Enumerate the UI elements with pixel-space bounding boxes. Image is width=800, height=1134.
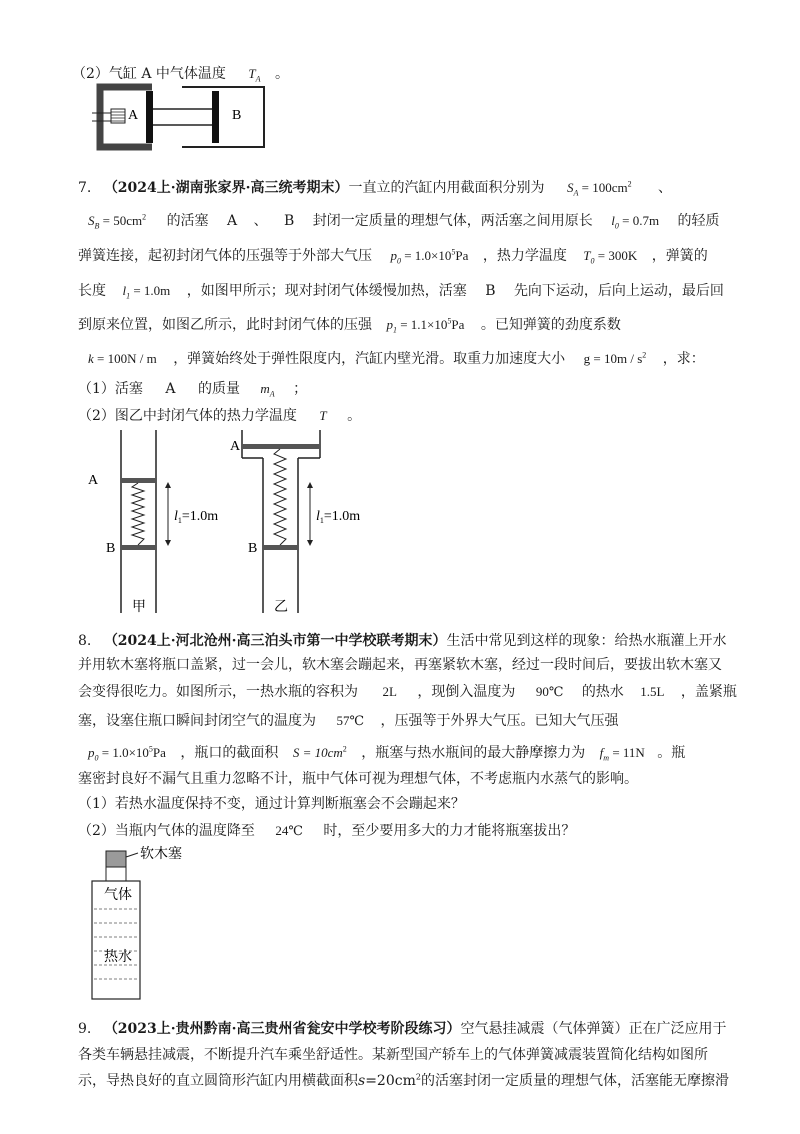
problem-7-line-5: 到原来位置，如图乙所示，此时封闭气体的压强 $p_1 = 1.1\times 10^5Pa$ 。已知弹簧的劲度系数 <box>78 316 621 335</box>
cork-stopper <box>106 851 126 867</box>
spring <box>274 449 286 545</box>
p0-formula: $p_0 = 1.0\times 10^5Pa$ <box>88 744 166 763</box>
piston-b <box>121 545 156 550</box>
problem-8-line-1: 8. （2024上·河北沧州·高三泊头市第一中学校联考期末）生活中常见到这样的现象：给热水瓶灌上开水 <box>78 633 727 649</box>
s-formula: $S = 10cm^2$ <box>292 744 347 760</box>
cylinder-diagram-6 <box>92 83 272 153</box>
p0-formula: $p_0 = 1.0\times 10^5Pa$ <box>390 247 469 266</box>
fm-formula: $f_m = 11N$ <box>599 745 645 763</box>
problem-number: 9. <box>78 1021 92 1037</box>
piston-a <box>121 478 156 483</box>
ma-symbol: $m_A$ <box>260 381 275 399</box>
label-hot-water: 热水 <box>104 950 132 965</box>
l1-formula: $l_1 = 1.0m$ <box>122 283 171 301</box>
problem-7-question-1: （1）活塞 A 的质量 $m_A$ ； <box>78 381 308 399</box>
problem-8-line-3: 会变得很吃力。如图所示，一热水瓶的容积为 2L ，现倒入温度为 90℃ 的热水 1.5L ，盖紧瓶 <box>78 684 737 700</box>
problem-source: （2024上·河北沧州·高三泊头市第一中学校联考期末） <box>103 633 447 649</box>
problem-number: 8. <box>78 633 92 649</box>
k-formula: k = 100N / m <box>88 351 157 366</box>
problem-number: 7. <box>78 180 92 196</box>
l1-dimension: $l_1=1.0m$ <box>316 509 361 525</box>
label-a: A <box>88 473 99 488</box>
label-cork: 软木塞 <box>140 847 182 862</box>
cylinder-b-wall <box>182 87 264 147</box>
t-symbol: T <box>319 408 327 423</box>
problem-source: （2024上·湖南张家界·高三统考期末） <box>103 180 349 196</box>
problem-9-line-1: 9. （2023上·贵州黔南·高三贵州省瓮安中学校考阶段练习）空气悬挂减震（气体弹簧）正在广泛应用于 <box>78 1021 727 1037</box>
label-b: B <box>106 541 116 556</box>
q2-end: 。 <box>274 66 289 82</box>
p1-formula: $p_1 = 1.1\times 10^5Pa$ <box>386 316 465 335</box>
problem-source: （2023上·贵州黔南·高三贵州省瓮安中学校考阶段练习） <box>103 1021 461 1037</box>
figure-yi <box>228 428 378 618</box>
t0-formula: $T_0 = 300K$ <box>583 248 638 266</box>
problem-7-question-2: （2）图乙中封闭气体的热力学温度 T 。 <box>78 408 362 424</box>
problem-7-line-1: 7. （2024上·湖南张家界·高三统考期末）一直立的汽缸内用截面积分别为 $S_A = 100cm^2$ 、 <box>78 179 673 198</box>
spring <box>132 483 144 545</box>
problem-8-line-4: 塞，设塞住瓶口瞬间封闭空气的温度为 57℃ ，压强等于外界大气压。已知大气压强 <box>78 713 619 729</box>
piston-a <box>242 444 320 449</box>
label-b: B <box>248 541 258 556</box>
piston-a <box>146 91 153 143</box>
q2-text: （2）气缸 A 中气体温度 <box>72 66 226 82</box>
problem-7-line-4: 长度 $l_1 = 1.0m$ ，如图甲所示；现对封闭气体缓慢加热，活塞 B 先向下运动，后向上运动，最后回 <box>78 283 724 301</box>
label-a: A <box>230 439 241 454</box>
problem-8-question-1: （1）若热水温度保持不变，通过计算判断瓶塞会不会蹦起来？ <box>78 796 465 812</box>
sb-formula: $S_B = 50cm^2$ <box>88 212 147 231</box>
thermos-figure <box>90 843 220 1003</box>
problem-7-line-6: k = 100N / m ，弹簧始终处于弹性限度内，汽缸内壁光滑。取重力加速度大小 $g = 10m / s^2$ ，求： <box>88 350 705 367</box>
label-b: B <box>232 108 242 123</box>
l0-formula: $l_0 = 0.7m$ <box>611 213 660 231</box>
g-formula: $g = 10m / s^2$ <box>583 350 647 366</box>
figure-label-jia: 甲 <box>132 600 146 615</box>
label-a: A <box>128 108 139 123</box>
sa-formula: $S_A = 100cm^2$ <box>566 179 632 198</box>
problem-7-line-3: 弹簧连接，起初封闭气体的压强等于外部大气压 $p_0 = 1.0\times 10^5Pa$ ，热力学温度 $T_0 = 300K$ ，弹簧的 <box>78 247 708 266</box>
problem-6-question-2 <box>72 63 289 84</box>
piston-b <box>212 91 219 143</box>
problem-8-line-2: 并用软木塞将瓶口盖紧，过一会儿，软木塞会蹦起来，再塞紧软木塞，经过一段时间后，要拔出软木塞又 <box>78 657 722 673</box>
problem-8-line-6: 塞密封良好不漏气且重力忽略不计，瓶中气体可视为理想气体，不考虑瓶内水蒸气的影响。 <box>78 771 638 787</box>
problem-9-line-3: 示，导热良好的直立圆筒形汽缸内用横截面积$s=20cm^2$的活塞封闭一定质量的理想气体，活塞能无摩擦滑 <box>78 1072 729 1089</box>
water-lines <box>94 909 138 979</box>
figure-jia <box>86 428 236 618</box>
label-gas: 气体 <box>104 888 132 903</box>
problem-8-question-2: （2）当瓶内气体的温度降至 24℃ 时，至少要用多大的力才能将瓶塞拔出？ <box>78 823 576 839</box>
temperature-symbol: $T_A$ <box>248 66 261 84</box>
cylinder-a-wall <box>100 87 152 147</box>
l1-dimension: $l_1=1.0m$ <box>174 509 219 525</box>
piston-b <box>263 545 298 550</box>
figure-label-yi: 乙 <box>274 600 288 615</box>
problem-9-line-2: 各类车辆悬挂减震，不断提升汽车乘坐舒适性。某新型国产轿车上的气体弹簧减震装置简化结构如图所 <box>78 1047 708 1063</box>
problem-8-line-5: $p_0 = 1.0\times 10^5Pa$ ，瓶口的截面积 $S = 10cm^2$ ，瓶塞与热水瓶间的最大静摩擦力为 $f_m = 11N$ 。瓶 <box>88 744 686 763</box>
problem-7-line-2: $S_B = 50cm^2$ 的活塞 A 、 B 封闭一定质量的理想气体，两活塞之间用原长 $l_0 = 0.7m$ 的轻质 <box>88 212 720 231</box>
